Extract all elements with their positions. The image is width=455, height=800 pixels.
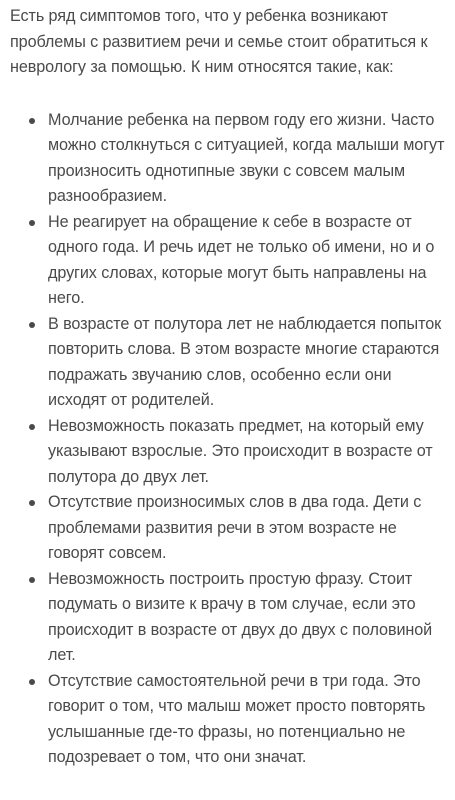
bullet-icon [29,118,35,124]
bullet-icon [29,500,35,506]
bullet-icon [29,322,35,328]
intro-paragraph: Есть ряд симптомов того, что у ребенка возникают проблемы с развитием речи и семье стоит обратиться к неврологу за помощью. К ним относятся такие, как: [10,7,428,76]
list-item [10,210,453,312]
bullet-icon [29,577,35,583]
list-item [10,669,453,771]
list-item [10,312,453,414]
bullet-icon [29,679,35,685]
list-item-text: Не реагирует на обращение к себе в возрасте от одного года. И речь идет не только об имени, но и о других словах, которые могут быть направлены на него. [48,212,435,307]
list-item-text: Молчание ребенка на первом году его жизни. Часто можно столкнуться с ситуацией, когда малыши могут произносить однотипные звуки с совсем малым разнообразием. [48,110,445,205]
bullet-icon [29,424,35,430]
list-item-text: Отсутствие самостоятельной речи в три года. Это говорит о том, что малыш может просто повторять услышанные где-то фразы, но потенциально не подозревает о том, что они значат. [48,671,426,766]
article-body [10,4,453,771]
list-item [10,490,453,567]
list-item [10,567,453,669]
symptom-list [10,108,453,771]
list-item-text: В возрасте от полутора лет не наблюдается попыток повторить слова. В этом возрасте многие стараются подражать звучанию слов, особенно если они исходят от родителей. [48,314,442,409]
list-item-text: Отсутствие произносимых слов в два года. Дети с проблемами развития речи в этом возрасте не говорят совсем. [48,493,422,562]
bullet-icon [29,220,35,226]
list-item [10,108,453,210]
list-item [10,414,453,491]
list-item-text: Невозможность показать предмет, на который ему указывают взрослые. Это происходит в возрасте от полутора до двух лет. [48,416,433,486]
list-item-text: Невозможность построить простую фразу. Стоит подумать о визите к врачу в том случае, если это происходит в возрасте от двух до двух с половиной лет. [48,569,433,664]
